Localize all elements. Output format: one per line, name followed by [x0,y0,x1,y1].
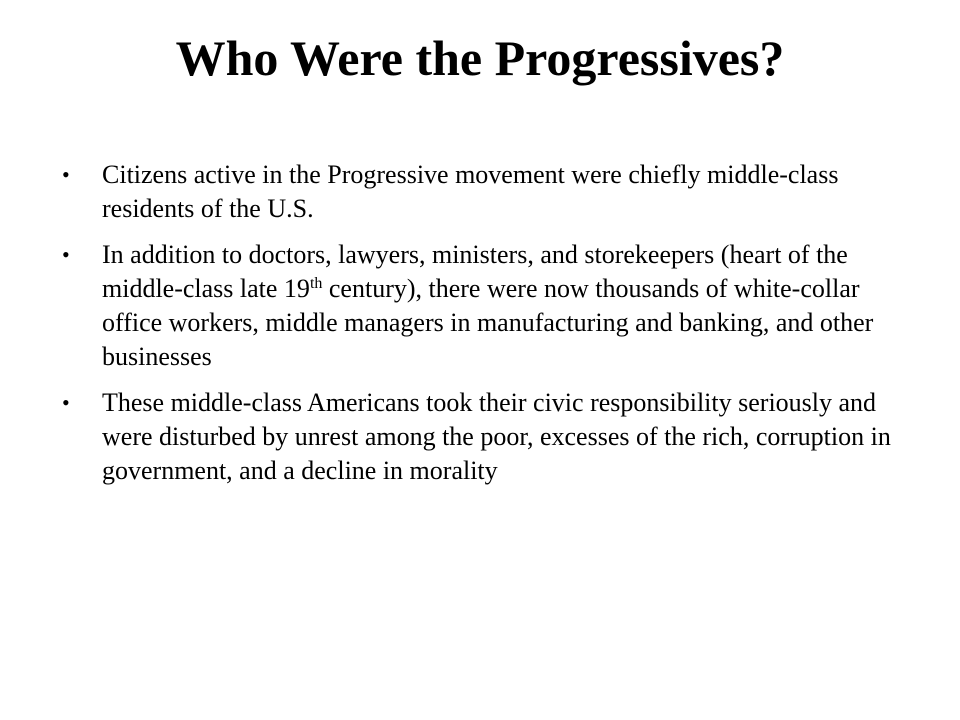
bullet-text: These middle-class Americans took their civic responsibility seriously and were disturbed by unrest among the poor, excesses of the rich, corruption in government, and a decline in morality [102,388,891,485]
ordinal-superscript: th [309,275,323,292]
bullet-icon: • [62,390,70,415]
bullet-item-professions [62,238,912,374]
bullet-text: Citizens active in the Progressive movement were chiefly middle-class residents of the U.S. [102,160,839,223]
bullet-icon: • [62,242,70,267]
bullet-icon: • [62,162,70,187]
bullet-item-middle-class [62,158,912,226]
bullet-item-civic-responsibility [62,386,912,488]
bullet-text-part-2: century), there were now thousands of white-collar office workers, middle managers in manufacturing and banking, and other businesses [102,274,874,371]
bullet-text-part-1: In addition to doctors, lawyers, ministers, and storekeepers (heart of the middle-class late 19 [102,240,848,303]
bullet-list [62,158,912,500]
slide-title: Who Were the Progressives? [175,30,785,86]
